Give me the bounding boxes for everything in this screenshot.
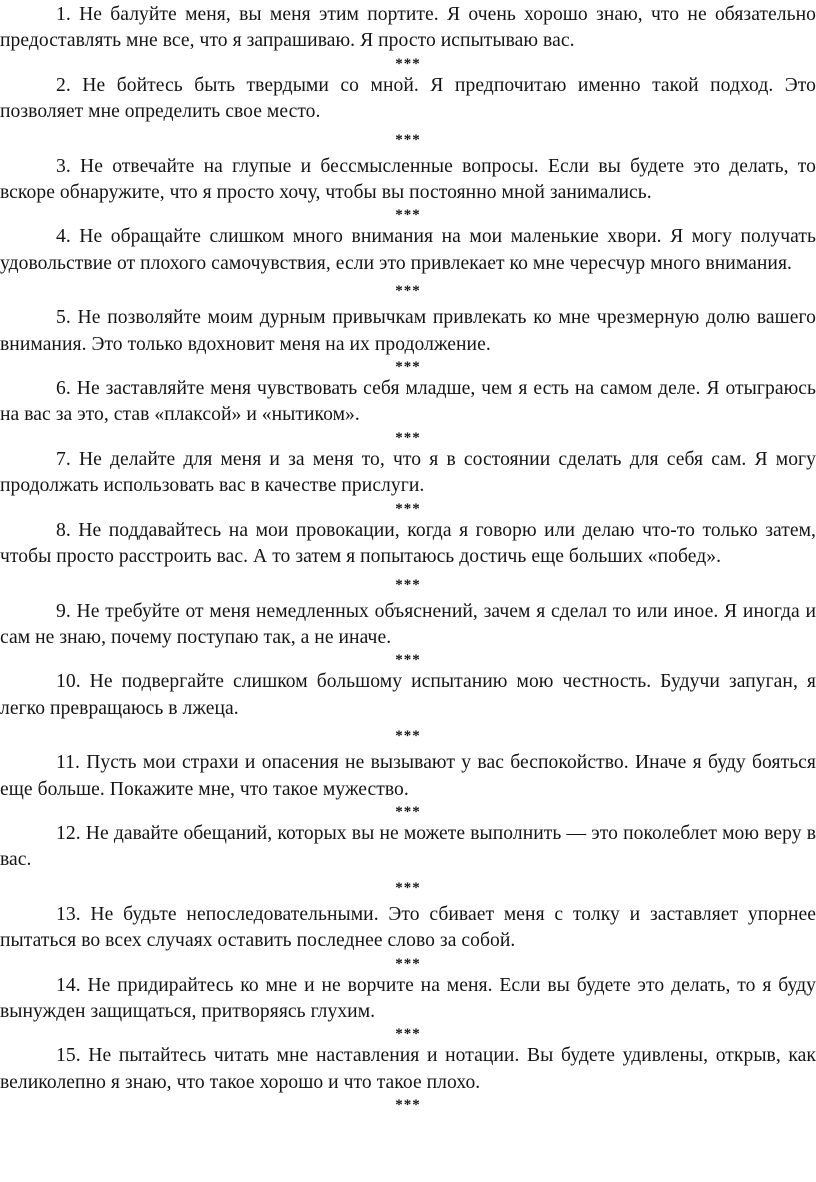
separator: *** — [395, 803, 421, 820]
separator: *** — [395, 283, 421, 300]
separator: *** — [395, 500, 421, 517]
separator: *** — [395, 576, 421, 593]
paragraph-2: 2. Не бойтесь быть твердыми со мной. Я предпочитаю именно такой подход. Это позволяет мне определить свое место. — [0, 74, 816, 123]
paragraph-3: 3. Не отвечайте на глупые и бессмысленные вопросы. Если вы будете это делать, то вскоре обнаружите, что я просто хочу, чтобы вы постоянно мной занимались. — [0, 155, 816, 204]
paragraph-10: 10. Не подвергайте слишком большому испытанию мою честность. Будучи запуган, я легко превращаюсь в лжеца. — [0, 671, 816, 719]
paragraph-11: 11. Пусть мои страхи и опасения не вызывают у вас беспокойство. Иначе я буду бояться еще больше. Покажите мне, что такое мужество. — [0, 752, 816, 800]
separator: *** — [395, 1026, 421, 1043]
paragraph-5: 5. Не позволяйте моим дурным привычкам привлекать ко мне чрезмерную долю вашего внимания. Это только вдохновит меня на их продолжение. — [0, 307, 816, 355]
paragraph-14: 14. Не придирайтесь ко мне и не ворчите на меня. Если вы будете это делать, то я буду вынужден защищаться, притворяясь глухим. — [0, 974, 816, 1022]
paragraph-9: 9. Не требуйте от меня немедленных объяснений, зачем я сделал то или иное. Я иногда и сам не знаю, почему поступаю так, а не иначе. — [0, 600, 816, 648]
paragraph-7: 7. Не делайте для меня и за меня то, что я в состоянии сделать для себя сам. Я могу продолжать использовать вас в качестве прислуги. — [0, 448, 816, 497]
paragraph-6: 6. Не заставляйте меня чувствовать себя младше, чем я есть на самом деле. Я отыграюсь на вас за это, став «плаксой» и «нытиком». — [0, 378, 816, 426]
paragraph-1: 1. Не балуйте меня, вы меня этим портите. Я очень хорошо знаю, что не обязательно предоставлять мне все, что я запрашиваю. Я просто испытываю вас. — [0, 4, 816, 52]
paragraph-8: 8. Не поддавайтесь на мои провокации, когда я говорю или делаю что-то только затем, чтобы просто расстроить вас. А то затем я попытаюсь достичь еще больших «побед». — [0, 519, 816, 568]
separator: *** — [395, 55, 421, 72]
separator: *** — [395, 131, 421, 148]
separator: *** — [395, 429, 421, 446]
paragraph-13: 13. Не будьте непоследовательными. Это сбивает меня с толку и заставляет упорнее пытаться во всех случаях оставить последнее слово за собой. — [0, 903, 816, 952]
separator: *** — [395, 652, 421, 669]
paragraph-15: 15. Не пытайтесь читать мне наставления и нотации. Вы будете удивлены, открыв, как великолепно я знаю, что такое хорошо и что такое плохо. — [0, 1045, 816, 1093]
separator: *** — [395, 1097, 421, 1114]
separator: *** — [395, 359, 421, 376]
separator: *** — [395, 955, 421, 972]
paragraph-12: 12. Не давайте обещаний, которых вы не можете выполнить — это поколеблет мою веру в вас. — [0, 822, 816, 871]
paragraph-4: 4. Не обращайте слишком много внимания на мои маленькие хвори. Я могу получать удовольствие от плохого самочувствия, если это привлекает ко мне чересчур много внимания. — [0, 226, 816, 274]
separator: *** — [395, 728, 421, 745]
separator: *** — [395, 207, 421, 224]
separator: *** — [395, 879, 421, 896]
